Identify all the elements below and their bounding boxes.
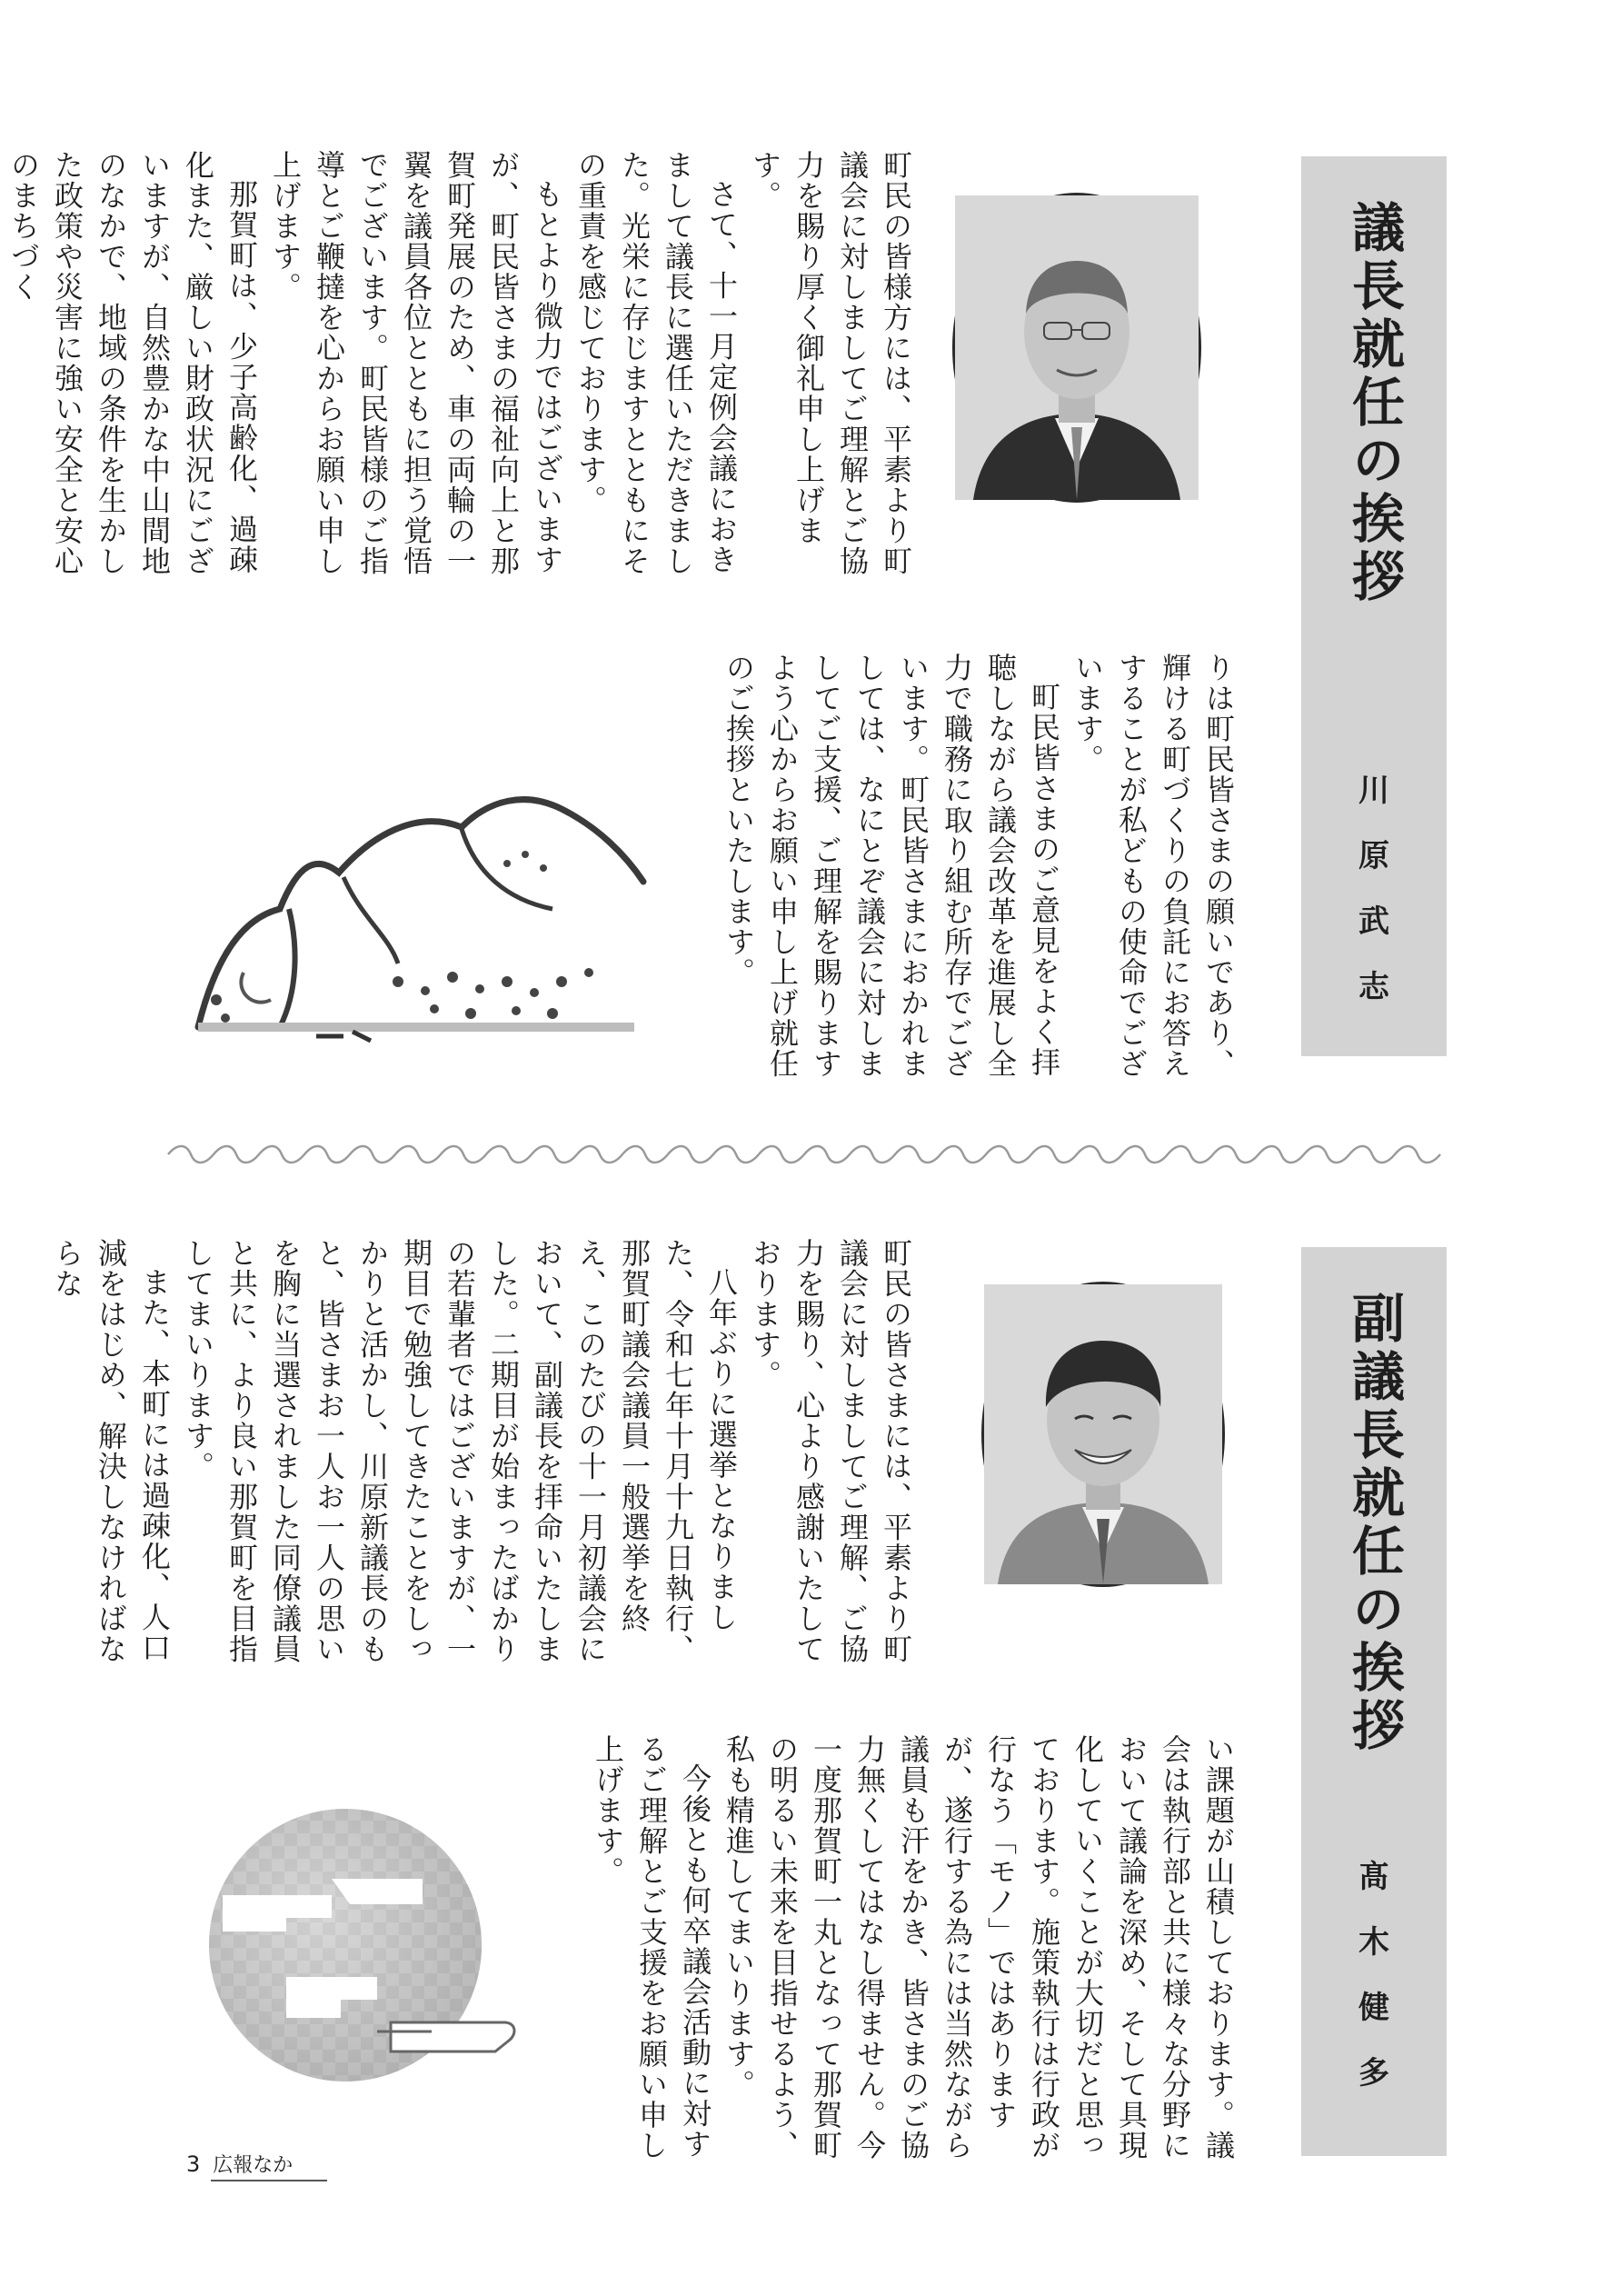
vice-chairman-name-char: 多: [1358, 2055, 1389, 2091]
vice-chairman-name-char: 木: [1358, 1924, 1389, 1961]
chairman-name: [1301, 758, 1447, 1020]
page-footer: [186, 2150, 327, 2181]
chairman-title: 議長就任の挨拶: [1343, 200, 1405, 607]
vice-chairman-paragraph: 町民の皆さまには、平素より町議会に対しましてご理解、ご協力を賜り、心より感謝いたしております。: [748, 1238, 913, 1664]
vice-chairman-portrait-photo: [981, 1282, 1225, 1587]
chairman-name-char: 志: [1358, 969, 1389, 1005]
page-number: 3: [186, 2151, 201, 2177]
mountain-ink-illustration: [162, 754, 671, 1054]
chairman-paragraph: 町民皆さまのご意見をよく拝聴しながら議会改革を進展し全力で職務に取り組む所存でございます。町民皆さまにおかれましては、なにとぞ議会に対しましてご支援、ご理解を賜りますよう心からお願い申し上げ就任のご挨拶といたします。: [721, 653, 1061, 1079]
vice-chairman-paragraph: 今後とも何卒議会活動に対するご理解とご支援をお願い申し上げます。: [591, 1734, 712, 2161]
chairman-body-lower: [721, 653, 1240, 1093]
chairman-title-band: [1301, 156, 1447, 1056]
chairman-paragraph: 那賀町は、少子高齢化、過疎化また、厳しい財政状況にございますが、自然豊かな中山間地のなかで、地域の条件を生かした政策や災害に強い安全と安心のまちづく: [6, 150, 259, 576]
vice-chairman-title: 副議長就任の挨拶: [1343, 1291, 1405, 1756]
vice-chairman-name-char: 健: [1358, 1990, 1389, 2026]
chairman-paragraph: 町民の皆様方には、平素より町議会に対しましてご理解とご協力を賜り厚く御礼申し上げます。: [748, 150, 913, 576]
vice-chairman-body-upper: [50, 1238, 918, 1674]
chairman-name-char: 武: [1358, 903, 1389, 940]
vice-chairman-name-char: 髙: [1358, 1859, 1389, 1895]
chairman-paragraph: もとより微力ではございますが、町民皆さまの福祉向上と那賀町発展のため、車の両輪の一翼を議員各位とともに担う覚悟でございます。町民皆様のご指導とご鞭撻を心からお願い申し上げます。: [268, 150, 564, 576]
vice-chairman-name: [1301, 1844, 1447, 2106]
chairman-portrait-illustration: [955, 195, 1199, 500]
vice-chairman-portrait-illustration: [984, 1284, 1222, 1584]
chairman-name-char: 原: [1358, 838, 1389, 874]
chairman-paragraph: りは町民皆さまの願いであり、輝ける町づくりの負託にお答えすることが私どもの使命でございます。: [1070, 653, 1236, 1079]
vice-chairman-body-lower: [591, 1734, 1240, 2171]
vice-chairman-title-band: [1301, 1247, 1447, 2156]
vice-chairman-paragraph: い課題が山積しております。議会は執行部と共に様々な分野において議論を深め、そして具現化していくことが大切だと思っております。施策執行は行政が行なう「モノ」ではありますが、遂行する為には当然ながら議員も汗をかき、皆さまのご協力無くしてはなし得ません。今一度那賀町一丸となって那賀町の明るい未来を目指せるよう、私も精進してまいります。: [721, 1734, 1236, 2161]
chairman-name-char: 川: [1358, 773, 1389, 809]
chairman-portrait-photo: [952, 193, 1201, 503]
vice-chairman-paragraph: また、本町には過疎化、人口減をはじめ、解決しなければならな: [50, 1238, 172, 1664]
chairman-body-upper: [6, 150, 918, 591]
vice-chairman-paragraph: 八年ぶりに選挙となりました、令和七年十月十九日執行、那賀町議会議員一般選挙を終え、このたびの十一月初議会において、副議長を拝命いたしました。二期目が始まったばかりの若輩者ではございますが、一期目で勉強してきたことをしっかりと活かし、川原新議長のもと、皆さまお一人お一人の思いを胸に当選されました同僚議員と共に、より良い那賀町を目指してまいります。: [181, 1238, 739, 1664]
moon-cloud-decoration: [195, 1795, 522, 2104]
publication-name: 広報なか: [211, 2150, 327, 2181]
chairman-paragraph: さて、十一月定例会議におきまして議長に選任いただきました。光栄に存じますとともにその重責を感じております。: [573, 150, 739, 576]
section-divider-ornament: [168, 1143, 1440, 1165]
